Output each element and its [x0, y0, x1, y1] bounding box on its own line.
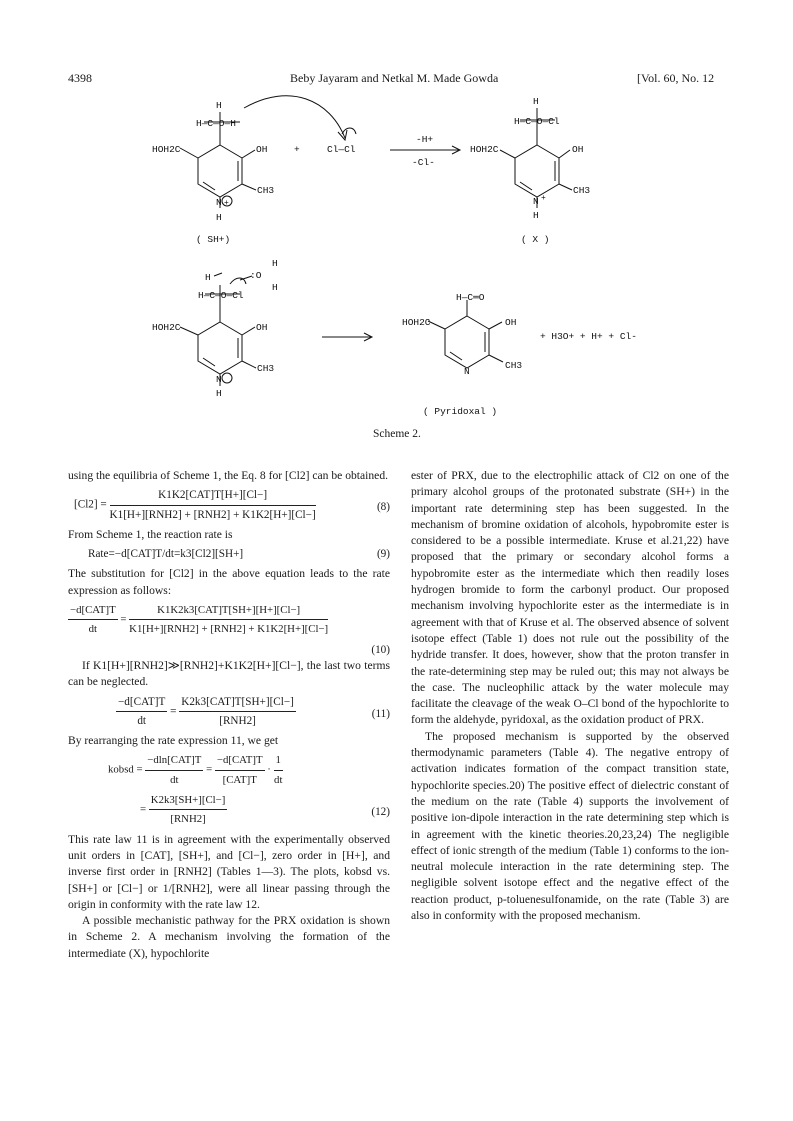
svg-text:H: H [205, 272, 211, 283]
svg-text:H—C═O: H—C═O [456, 292, 485, 303]
equation-12-line-2: = $\frac{K2k3[SH+][Cl-]}{\text{[RNH2]}}$ (12) [140, 792, 390, 828]
eq10-number: (10) [371, 643, 390, 656]
left-paragraph-6: This rate law 11 is in agreement with the experimentally observed unit orders in [CAT], [SH+], and [Cl−], zero order in [H+], and inverse first order in [RNH2] (Tables 1—3). The plots, kobsd vs. [SH+] or [Cl−] or 1/[RNH2], were all linear passing through the origin in conformity with the rate law 12. [68, 832, 390, 911]
svg-text:H: H [272, 282, 278, 293]
eq9-number: (9) [376, 548, 390, 561]
eq12-number: (12) [371, 806, 390, 819]
label-sh: ( SH+) [196, 234, 231, 245]
eq12-b-den: [CAT]T [222, 773, 257, 786]
eq10-denominator: K1[H+][RNH2] + [RNH2] + K1K2[H+][Cl−] [129, 623, 329, 636]
eq9-text: Rate=−d[CAT]T/dt=k3[Cl2][SH+] [88, 548, 244, 561]
eq11-lhs-den: dt [137, 714, 147, 727]
arrow-label-bottom: -Cl- [412, 157, 435, 168]
svg-text:HOH2C: HOH2C [402, 317, 431, 328]
svg-text:HOH2C: HOH2C [470, 144, 499, 155]
page-number: 4398 [68, 71, 92, 85]
svg-text:H: H [216, 388, 222, 399]
svg-text:H: H [533, 210, 539, 221]
svg-text:+: + [541, 194, 546, 203]
equation-8 [74, 487, 390, 523]
svg-text:N: N [533, 196, 539, 207]
svg-text:HOH2C: HOH2C [152, 322, 181, 333]
eq11-lhs-num: −d[CAT]T [116, 694, 167, 712]
left-paragraph-4: If K1[H+][RNH2]≫[RNH2]+K1K2[H+][Cl−], the last two terms can be neglected. [68, 658, 390, 689]
svg-text:H: H [272, 258, 278, 269]
right-paragraph-1: ester of PRX, due to the electrophilic attack of Cl2 on one of the primary alcohol groups of the protonated substrate (SH+) in the important rate determining step has been suggested. In the mechanism of bromine oxidation of alcohols, hypobromite ester is considered to be a possible intermediate. Kruse et al.21,22) have proposed that the primary or secondary alcohol forms a hypobromite ester as the intermediate which then readily loses hydrogen bromide to form the carbonyl product. Our proposed mechanism involving hypochlorite ester as the intermediate is in agreement with that of Kruse et al. The observed absence of solvent isotope effect (Table 1) does not rule out the possibility of the hydride transfer. It does, however, show that the proton transfer in the rate-determining step may be ruled out; this may not always be the case. The nucleophilic attack by the water molecule may facilitate the cleavage of the weak O–Cl bond of the hypochlorite to form the aldehyde, pyridoxal, as the oxidation product of PRX. [411, 469, 729, 727]
svg-text:CH3: CH3 [257, 363, 275, 374]
svg-text:H: H [216, 100, 222, 111]
right-column [411, 468, 729, 924]
label-x: ( X ) [521, 234, 550, 245]
journal-reference: [Vol. 60, No. 12 [637, 71, 715, 85]
left-column [68, 468, 390, 962]
eq12-d-den: [RNH2] [170, 813, 206, 826]
eq11-numerator: K2k3[CAT]T[SH+][Cl−] [179, 694, 296, 712]
eq8-number: (8) [376, 501, 390, 514]
eq12-a-den: dt [170, 773, 179, 786]
svg-text:CH3: CH3 [505, 360, 523, 371]
svg-text:CH3: CH3 [573, 185, 591, 196]
left-paragraph-2: From Scheme 1, the reaction rate is [68, 527, 233, 541]
svg-text:CH3: CH3 [257, 185, 275, 196]
scheme-caption: Scheme 2. [373, 428, 421, 440]
equation-9 [88, 546, 390, 562]
svg-text:H: H [533, 96, 539, 107]
eq12-a-num: −dln[CAT]T [145, 752, 203, 770]
arrow-label-top: -H+ [416, 134, 434, 145]
eq12-b-num: −d[CAT]T [215, 752, 265, 770]
products-tail: + H3O+ + H+ + Cl- [540, 331, 637, 342]
right-paragraph-2: The proposed mechanism is supported by the observed thermodynamic parameters (Table 4). The negative entropy of activation indicates formation of the compact transition state, hypochlorite species.20) The positive effect of dielectric constant of the medium on the rate (Table 4) supports the involvement of positive ion-dipole interaction in the rate determining step which is in agreement with the kinetic theories.20,23,24) The negligible effect of ionic strength of the medium (Table 1) conforms to the ion-neutral molecule interaction in the rate determining step. The negligible solvent isotope effect and the negative effect of the reaction product, p-toluenesulfonamide, on the rate (Table 3) are also in conformity with the proposed mechanism. [411, 729, 729, 923]
left-paragraph-3: The substitution for [Cl2] in the above equation leads to the rate expression as follows: [68, 567, 390, 597]
svg-text:H: H [216, 212, 222, 223]
svg-text:+: + [224, 199, 229, 208]
eq8-denominator: K1[H+][RNH2] + [RNH2] + K1K2[H+][Cl−] [109, 508, 316, 521]
eq12-kobsd: kobsd = [108, 763, 143, 776]
eq10-numerator: K1K2k3[CAT]T[SH+][H+][Cl−] [129, 602, 328, 620]
reagent-cl2: Cl—Cl [327, 144, 356, 155]
equation-10: $\frac{\text{−d[CAT]T}}{dt}$ = $\frac{\text{K1K2k3[CAT]T[SH+][H+][Cl−]}}{\text{K1[H+][RNH2] + [RNH2] + K1K2[H+][Cl−]}}$ [68, 602, 390, 638]
equation-12: kobsd = $\frac{\text{−dln[CAT]T}}{dt}$ = $\frac{\text{−d[CAT]T}}{\text{[CAT]T}}$ · $\frac{1}{dt}$ [108, 752, 390, 788]
svg-text:HOH2C: HOH2C [152, 144, 181, 155]
svg-text:OH: OH [256, 144, 268, 155]
svg-text:OH: OH [572, 144, 584, 155]
left-paragraph-5: By rearranging the rate expression 11, we get [68, 734, 279, 748]
svg-text::O: :O [250, 270, 262, 281]
eq10-lhs-den: dt [88, 623, 98, 636]
svg-text:H—C—O—H: H—C—O—H [196, 118, 236, 129]
svg-text:N: N [216, 197, 222, 208]
eq8-numerator: K1K2[CAT]T[H+][Cl−] [110, 487, 316, 505]
eq11-number: (11) [371, 707, 390, 720]
svg-text:H—C—O—Cl: H—C—O—Cl [514, 116, 560, 127]
reaction-scheme [0, 90, 793, 430]
svg-text:H—C—O—Cl: H—C—O—Cl [198, 290, 244, 301]
left-paragraph-7: A possible mechanistic pathway for the PRX oxidation is shown in Scheme 2. A mechanism involving the formation of the intermediate (X), hypochlorite [68, 914, 390, 960]
svg-text:N: N [216, 374, 222, 385]
eq12-c-den: dt [274, 773, 283, 786]
svg-text:N: N [464, 366, 470, 377]
equation-11: $\frac{\text{−d[CAT]T}}{dt}$ = $\frac{\text{K2k3[CAT]T[SH+][Cl−]}}{\text{[RNH2]}}$ (11) [116, 694, 390, 730]
eq11-denominator: [RNH2] [219, 714, 256, 727]
running-head-authors: Beby Jayaram and Netkal M. Made Gowda [290, 71, 499, 85]
svg-text:OH: OH [256, 322, 268, 333]
eq12-d-num: K2k3[SH+][Cl−] [149, 792, 228, 810]
label-pyridoxal: ( Pyridoxal ) [423, 406, 498, 417]
plus-sign-1: + [294, 144, 300, 155]
svg-text:OH: OH [505, 317, 517, 328]
eq10-lhs-num: −d[CAT]T [68, 602, 118, 620]
left-paragraph-1: using the equilibria of Scheme 1, the Eq. 8 for [Cl2] can be obtained. [68, 469, 389, 482]
eq8-lhs: [Cl2] = [74, 498, 107, 511]
eq12-c-num: 1 [274, 752, 283, 770]
